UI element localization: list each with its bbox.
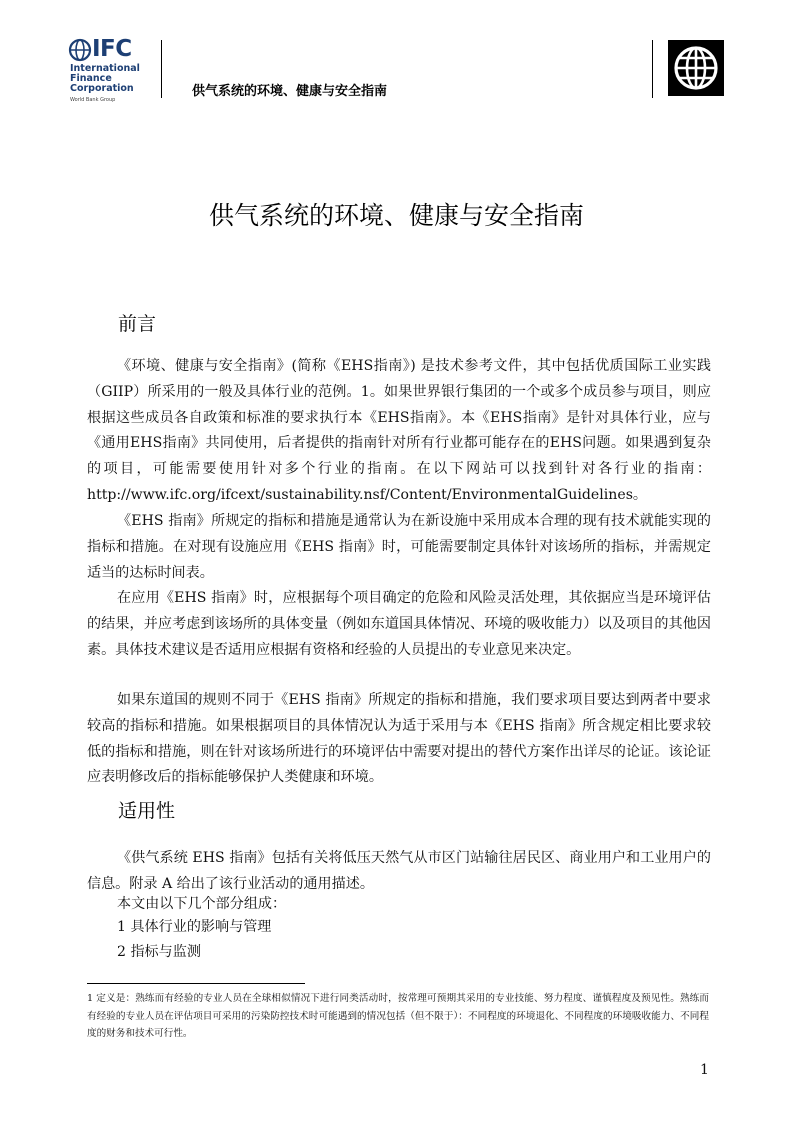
list-item: 2 指标与监测	[117, 944, 201, 960]
page-number: 1	[700, 1062, 709, 1078]
logo-brand: IFC	[92, 36, 132, 62]
paragraph: 《EHS 指南》所规定的指标和措施是通常认为在新设施中采用成本合理的现有技术就能实现的指标和措施。在对现有设施应用《EHS 指南》时，可能需要制定具体针对该场所的指标，并需规定适当的达标时间表。	[87, 513, 711, 581]
header-title: 供气系统的环境、健康与安全指南	[192, 84, 388, 99]
footnote: 1 定义是：熟练而有经验的专业人员在全球相似情况下进行同类活动时，按常理可预期其采用的专业技能、努力程度、谨慎程度及预见性。熟练而有经验的专业人员在评估项目可采用的污染防控技术时可能遇到的情况包括（但不限于）：不同程度的环境退化、不同程度的环境吸收能力、不同程度的财务和技术可行性。	[87, 993, 709, 1039]
list-item: 1 具体行业的影响与管理	[117, 919, 272, 935]
logo-line-3: Corporation	[70, 83, 134, 94]
logo-line-2: Finance	[70, 73, 112, 84]
logo-line-4: World Bank Group	[70, 97, 116, 103]
footnote-divider	[87, 983, 305, 984]
document-title: 供气系统的环境、健康与安全指南	[208, 201, 584, 230]
paragraph: 本文由以下几个部分组成：	[117, 896, 287, 912]
ifc-globe-icon	[68, 38, 92, 62]
header-divider-right	[652, 40, 653, 98]
header-divider-left	[161, 40, 162, 98]
globe-icon	[668, 40, 724, 96]
ifc-logo	[68, 36, 148, 106]
world-bank-logo	[668, 40, 724, 96]
paragraph: 在应用《EHS 指南》时，应根据每个项目确定的危险和风险灵活处理，其依据应当是环境评估的结果，并应考虑到该场所的具体变量（例如东道国具体情况、环境的吸收能力）以及项目的其他因素。具体技术建议是否适用应根据有资格和经验的人员提出的专业意见来决定。	[87, 590, 711, 658]
paragraph: 《供气系统 EHS 指南》包括有关将低压天然气从市区门站输往居民区、商业用户和工业用户的信息。附录 A 给出了该行业活动的通用描述。	[87, 850, 711, 892]
paragraph: 《环境、健康与安全指南》(简称《EHS指南》) 是技术参考文件，其中包括优质国际工业实践（GIIP）所采用的一般及具体行业的范例。1。如果世界银行集团的一个或多个成员参与项目，则应根据这些成员各自政策和标准的要求执行本《EHS指南》。本《EHS指南》是针对具体行业，应与《通用EHS指南》共同使用，后者提供的指南针对所有行业都可能存在的EHS问题。如果遇到复杂的项目，可能需要使用针对多个行业的指南。在以下网站可以找到针对各行业的指南：http://www.ifc.org/ifcext/sustainability.nsf/Content/EnvironmentalGuidelines。	[87, 358, 711, 503]
logo-line-1: International	[70, 63, 140, 74]
paragraph: 如果东道国的规则不同于《EHS 指南》所规定的指标和措施，我们要求项目要达到两者中要求较高的指标和措施。如果根据项目的具体情况认为适于采用与本《EHS 指南》所含规定相比要求较低的指标和措施，则在针对该场所进行的环境评估中需要对提出的替代方案作出详尽的论证。该论证应表明修改后的指标能够保护人类健康和环境。	[87, 692, 711, 786]
section-heading-applicability: 适用性	[118, 800, 176, 822]
section-heading-preface: 前言	[118, 313, 157, 335]
